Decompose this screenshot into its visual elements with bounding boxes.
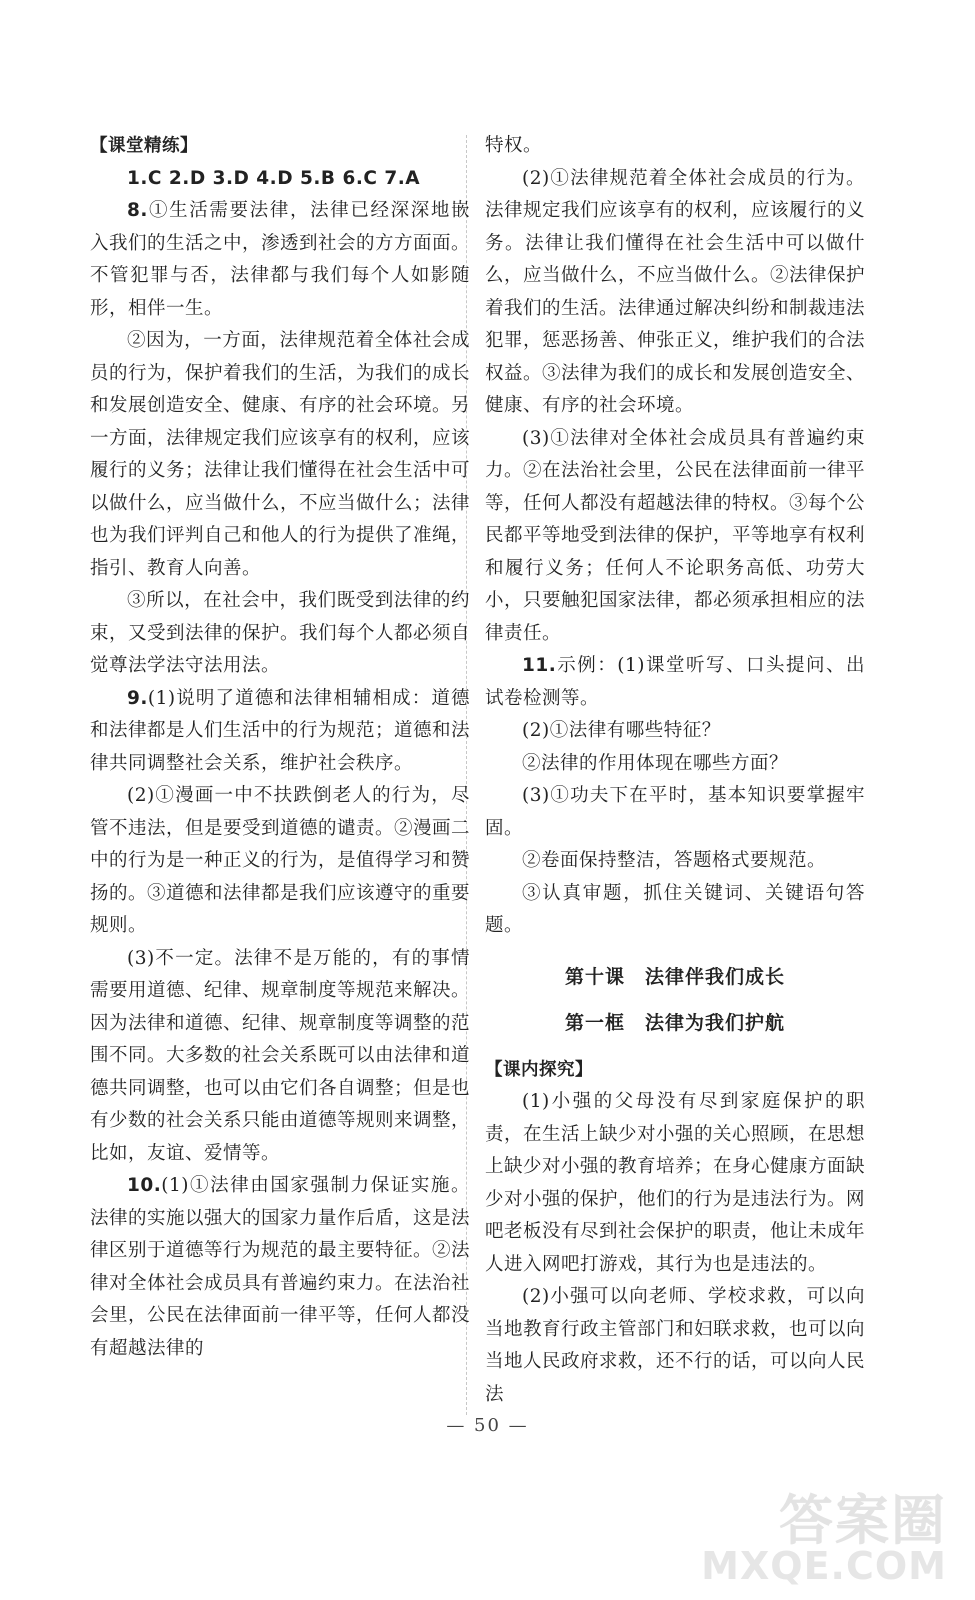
answer-9-part1 (90, 683, 470, 781)
answer-11-part2: (2)①法律有哪些特征？ (522, 720, 721, 741)
answer-9-part2: (2)①漫画一中不扶跌倒老人的行为，尽管不违法，但是要受到道德的谴责。②漫画二中的行为是一种正义的行为，是值得学习和赞扬的。③道德和法律都是我们应该遵守的重要规则。 (90, 785, 471, 936)
inquiry-answer-2: (2)小强可以向老师、学校求救，可以向当地教育行政主管部门和妇联求救，也可以向当地人民政府求救，还不行的话，可以向人民法 (485, 1286, 866, 1405)
inquiry-answer-1: (1)小强的父母没有尽到家庭保护的职责，在生活上缺少对小强的关心照顾，在思想上缺少对小强的教育培养；在身心健康方面缺少对小强的保护，他们的行为是违法行为。网吧老板没有尽到社会保护的职责，他让未成年人进入网吧打游戏，其行为也是违法的。 (485, 1091, 866, 1275)
answer-8-part2: ②因为，一方面，法律规范着全体社会成员的行为，保护着我们的生活，为我们的成长和发展创造安全、健康、有序的社会环境。另一方面，法律规定我们应该享有的权利，应该履行的义务；法律让我们懂得在社会生活中可以做什么，应当做什么，不应当做什么；法律也为我们评判自己和他人的行为提供了准绳，指引、教育人向善。 (90, 330, 471, 579)
answer-10-part2: (2)①法律规范着全体社会成员的行为。法律规定我们应该享有的权利，应该履行的义务。法律让我们懂得在社会生活中可以做什么，应当做什么，不应当做什么。②法律保护着我们的生活。法律通过解决纠纷和制裁违法犯罪，惩恶扬善、伸张正义，维护我们的合法权益。③法律为我们的成长和发展创造安全、健康、有序的社会环境。 (485, 167, 866, 416)
question-number: 9. (127, 687, 148, 709)
lesson-title: 第十课 法律伴我们成长 (564, 965, 785, 988)
question-number: 10. (127, 1175, 162, 1196)
watermark-url: MXQE.COM (701, 1544, 947, 1588)
section-header-classroom-practice: 【课堂精练】 (90, 136, 198, 156)
page-number: — 50 — (446, 1415, 529, 1436)
answer-8-part3: ③所以，在社会中，我们既受到法律的约束，又受到法律的保护。我们每个人都必须自觉尊法学法守法用法。 (90, 590, 471, 676)
frame-title: 第一框 法律为我们护航 (564, 1012, 785, 1034)
answer-10-part1 (90, 1170, 470, 1365)
answer-11-part6: ③认真审题，抓住关键词、关键语句答题。 (485, 882, 865, 936)
answer-text: ①生活需要法律，法律已经深深地嵌入我们的生活之中，渗透到社会的方方面面。不管犯罪与否，法律都与我们每个人如影随形，相伴一生。 (90, 200, 471, 319)
left-column (90, 130, 470, 1365)
answer-11-part4: (3)①功夫下在平时，基本知识要掌握牢固。 (485, 785, 865, 839)
answer-11-part3: ②法律的作用体现在哪些方面？ (522, 752, 789, 774)
section-header-in-class-inquiry: 【课内探究】 (485, 1059, 593, 1080)
answer-10-part3: (3)①法律对全体社会成员具有普遍约束力。②在法治社会里，公民在法律面前一律平等，任何人都没有超越法律的特权。③每个公民都平等地受到法律的保护，平等地享有权利和履行义务；任何人不论职务高低、功劳大小，只要触犯国家法律，都必须承担相应的法律责任。 (485, 427, 866, 644)
right-column (485, 130, 865, 1411)
choice-answers: 1.C 2.D 3.D 4.D 5.B 6.C 7.A (127, 167, 421, 189)
answer-text: (1)①法律由国家强制力保证实施。法律的实施以强大的国家力量作后盾，这是法律区别于道德等行为规范的最主要特征。②法律对全体社会成员具有普遍约束力。在法治社会里，公民在法律面前一律平等，任何人都没有超越法律的 (90, 1175, 471, 1359)
answer-11-part1 (485, 650, 865, 715)
answer-8-part1 (90, 195, 470, 325)
answer-11-part5: ②卷面保持整洁，答题格式要规范。 (522, 850, 827, 871)
question-number: 11. (522, 655, 557, 676)
watermark (701, 1478, 957, 1588)
answer-text: 示例：(1)课堂听写、口头提问、出试卷检测等。 (485, 655, 865, 709)
watermark-logo: 答案圈 (779, 1489, 947, 1552)
question-number: 8. (127, 200, 148, 221)
answer-9-part3: (3)不一定。法律不是万能的，有的事情需要用道德、纪律、规章制度等规范来解决。因为法律和道德、纪律、规章制度等调整的范围不同。大多数的社会关系既可以由法律和道德共同调整，也可以由它们各自调整；但是也有少数的社会关系只能由道德等规则来调整，比如，友谊、爱情等。 (90, 947, 471, 1164)
answer-10-continued: 特权。 (485, 135, 543, 156)
answer-text: (1)说明了道德和法律相辅相成：道德和法律都是人们生活中的行为规范；道德和法律共同调整社会关系，维护社会秩序。 (90, 687, 471, 774)
